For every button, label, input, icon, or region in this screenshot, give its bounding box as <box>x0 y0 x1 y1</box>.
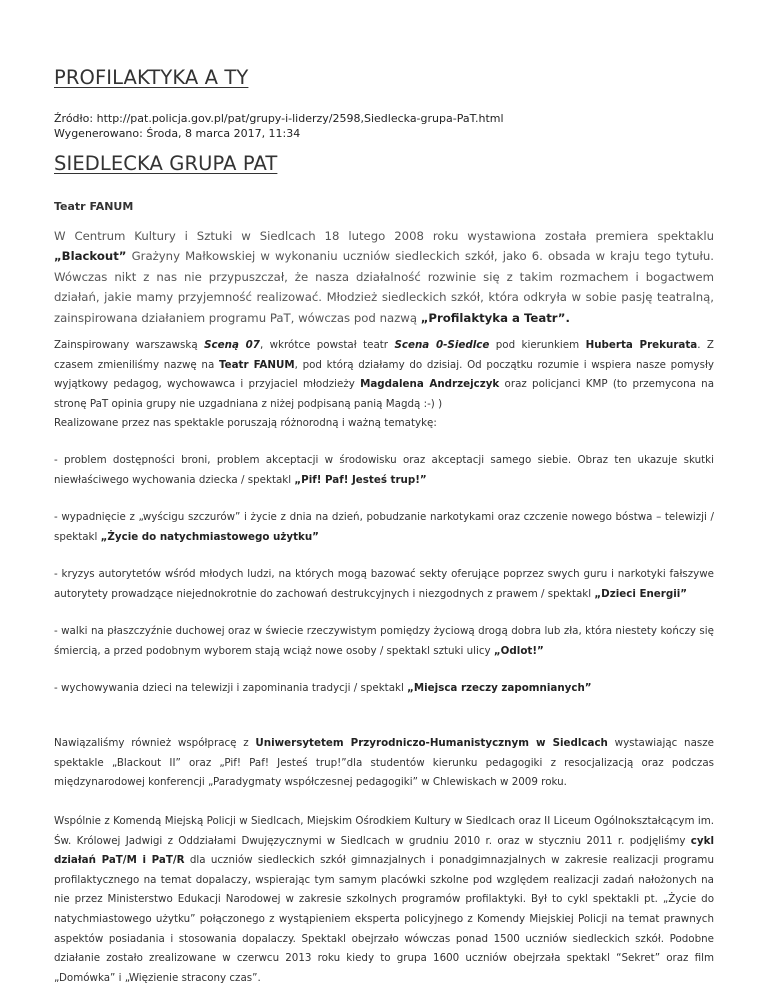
topic-item <box>54 679 714 699</box>
source-url: http://pat.policja.gov.pl/pat/grupy-i-liderzy/2598,Siedlecka-grupa-PaT.html <box>96 112 504 125</box>
play-title: „Odlot!” <box>493 644 544 657</box>
text-run: W Centrum Kultury i Sztuki w Siedlcach 18 lutego 2008 roku wystawiona została premiera spektaklu <box>54 229 714 243</box>
source-line <box>54 111 504 126</box>
section-heading: Teatr FANUM <box>54 200 134 213</box>
text-run: oraz policjanci KMP (to przemycona na stronę PaT opinia grupy nie uzgadniana z niżej podpisaną panią Magdą :-) ) <box>54 378 714 410</box>
document-title: PROFILAKTYKA A TY <box>54 66 249 89</box>
document-meta <box>54 111 504 141</box>
paragraph-police-cooperation <box>54 812 714 988</box>
text-run: - wychowywania dzieci na telewizji i zapominania tradycji / spektakl <box>54 682 408 694</box>
play-title-blackout: „Blackout” <box>54 249 127 264</box>
text-run: Grażyny Małkowskiej w wykonaniu uczniów siedleckich szkół, jako 6. obsada w kraju tego tytułu. Wówczas nikt z nas nie przypuszczał, że nasza działalność rozwinie się z takim rozmachem i bogactwem działań, jakie mamy przyjemność realizować. Młodzież siedleckich szkół, która odkryła w sobie pasję teatralną, zainspirowana działaniem programu PaT, wówczas pod nazwą <box>54 249 714 325</box>
play-title: „Pif! Paf! Jesteś trup!” <box>294 473 427 486</box>
paragraph-history <box>54 336 714 414</box>
program-name: „Profilaktyka a Teatr”. <box>420 310 570 325</box>
paragraph-topics-intro: Realizowane przez nas spektakle poruszają różnorodną i ważną tematykę: <box>54 417 437 429</box>
program-cycle: cykl działań PaT/M i PaT/R <box>54 834 714 867</box>
theatre-name: Teatr FANUM <box>218 358 295 371</box>
scena-07: Sceną 07 <box>204 339 260 351</box>
play-title: „Życie do natychmiastowego użytku” <box>100 530 319 543</box>
text-run: , pod którą działamy do dzisiaj. Od początku rozumie i wspiera nasze pomysły wyjątkowy pedagog, wychowawca i przyjaciel młodzieży <box>54 358 714 391</box>
topic-item <box>54 508 714 547</box>
university-name: Uniwersytetem Przyrodniczo-Humanistycznym w Siedlcach <box>255 737 608 749</box>
generated-date: Środa, 8 marca 2017, 11:34 <box>146 127 301 140</box>
person-name: Magdalena Andrzejczyk <box>360 378 500 391</box>
source-label: Źródło: <box>54 112 94 125</box>
generated-label: Wygenerowano: <box>54 127 143 140</box>
text-run: - problem dostępności broni, problem akceptacji w środowisku oraz akceptacji samego siebie. Obraz ten ukazuje skutki niewłaściwego wychowania dziecka / spektakl <box>54 454 714 486</box>
scena-0-siedlce: Scena 0-Siedlce <box>394 339 490 351</box>
paragraph-university <box>54 734 714 793</box>
text-run: Nawiązaliśmy również współpracę z <box>54 737 256 749</box>
text-run: - kryzys autorytetów wśród młodych ludzi, na których mogą bazować sekty oferujące poprzez swych guru i narkotyki fałszywe autorytety prowadzące niejednokrotnie do zachowań destrukcyjnych i niezgodnych z prawem / spektakl <box>54 568 714 600</box>
person-name: Huberta Prekurata <box>585 339 698 351</box>
topic-item <box>54 622 714 661</box>
intro-paragraph <box>54 226 714 328</box>
text-run: Wspólnie z Komendą Miejską Policji w Siedlcach, Miejskim Ośrodkiem Kultury w Siedlcach oraz II Liceum Ogólnokształcącym im. Św. Królowej Jadwigi z Oddziałami Dwujęzycznymi w Siedlcach w grudniu 2010 r. oraz w styczniu 2011 r. podjęliśmy <box>54 815 714 847</box>
text-run: - wypadnięcie z „wyścigu szczurów” i życie z dnia na dzień, pobudzanie narkotykami oraz czczenie nowego bóstwa – telewizji / spektakl <box>54 511 714 543</box>
document-subtitle: SIEDLECKA GRUPA PAT <box>54 152 278 175</box>
text-run: . Z czasem zmieniliśmy nazwę na <box>54 339 714 371</box>
play-title: „Miejsca rzeczy zapomnianych” <box>407 682 592 694</box>
text-run: - walki na płaszczyźnie duchowej oraz w świecie rzeczywistym pomiędzy życiową drogą dobra lub zła, która niestety kończy się śmiercią, a przed podobnym wyborem stają wciąż nowe osoby / spektakl sztuki ulicy <box>54 625 714 657</box>
text-run: wystawiając nasze spektakle „Blackout II” oraz „Pif! Paf! Jesteś trup!”dla studentów kierunku pedagogiki z resocjalizacją oraz podczas międzynarodowej konferencji „Paradygmaty współczesnej pedagogiki” w Chlewiskach w 2009 roku. <box>54 737 714 789</box>
text-run: , wkrótce powstał teatr <box>259 339 395 351</box>
text-run: Zainspirowany warszawską <box>54 339 205 351</box>
topic-item <box>54 565 714 604</box>
play-title: „Dzieci Energii” <box>594 587 688 600</box>
text-run: pod kierunkiem <box>489 339 586 351</box>
generated-line <box>54 126 504 141</box>
topic-item <box>54 451 714 490</box>
text-run: dla uczniów siedleckich szkół gimnazjalnych i ponadgimnazjalnych w zakresie realizacji programu profilaktycznego na temat dopalaczy, wspierając tym samym placówki szkolne pod względem realizacji zadań nałożonych na nie przez Ministerstwo Edukacji Narodowej w zakresie szkolnych programów profilaktyki. Był to cykl spektakli pt. „Życie do natychmiastowego użytku” połączonego z wystąpieniem eksperta policyjnego z Komendy Miejskiej Policji na temat prawnych aspektów posiadania i stosowania dopalaczy. Spektakl obejrzało wówczas ponad 1500 uczniów siedleckich szkół. Podobne działanie zostało zrealizowane w czerwcu 2013 roku kiedy to grupa 1600 uczniów obejrzała spektakl “Sekret” oraz film „Domówka” i „Więzienie stracony czas”. <box>54 854 714 984</box>
